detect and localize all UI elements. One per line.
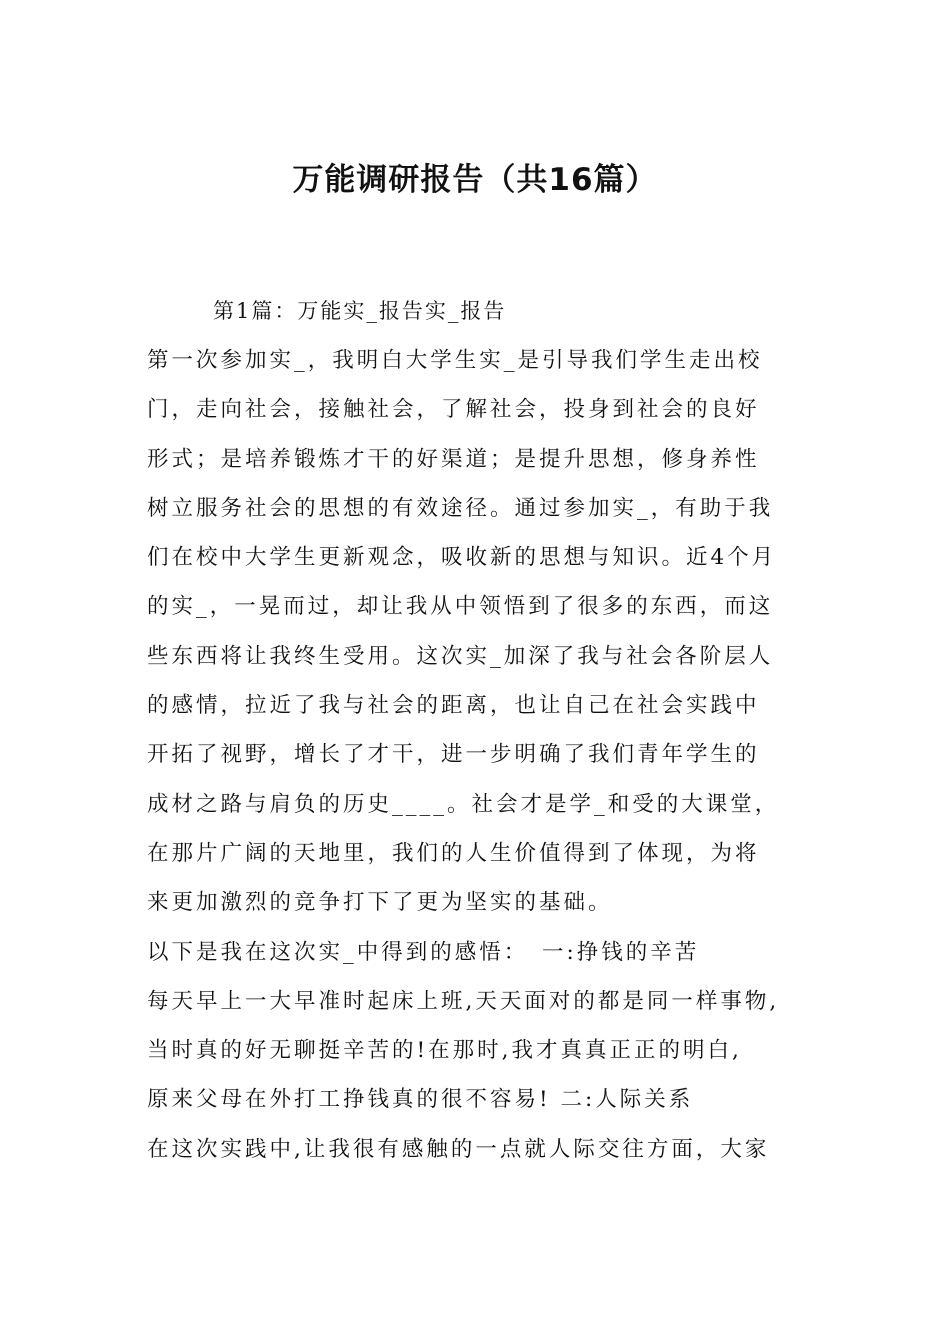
document-title: 万能调研报告（共16篇） (292, 162, 658, 198)
section-heading: 第1篇：万能实_报告实_报告 (213, 299, 507, 323)
text-line: 成材之路与肩负的历史____。社会才是学_和受的大课堂， (147, 791, 780, 817)
text-line: 门，走向社会，接触社会，了解社会，投身到社会的良好 (147, 397, 760, 423)
text-line: 在那片广阔的天地里，我们的人生价值得到了体现，为将 (147, 840, 760, 866)
text-line: 的感情，拉近了我与社会的距离，也让自己在社会实践中 (147, 693, 760, 719)
text-line: 树立服务社会的思想的有效途径。通过参加实_，有助于我 (147, 495, 774, 521)
body-text (147, 343, 811, 1181)
text-line: 原来父母在外打工挣钱真的很不容易! 二:人际关系 (147, 1087, 694, 1113)
text-line: 以下是我在这次实_中得到的感悟： 一:挣钱的辛苦 (147, 939, 700, 965)
text-line: 在这次实践中,让我很有感触的一点就人际交往方面，大家 (147, 1136, 770, 1162)
text-line: 们在校中大学生更新观念，吸收新的思想与知识。近4个月 (147, 545, 777, 571)
text-line: 开拓了视野，增长了才干，进一步明确了我们青年学生的 (147, 742, 760, 768)
text-line: 当时真的好无聊挺辛苦的!在那时,我才真真正正的明白, (147, 1038, 742, 1064)
text-line: 每天早上一大早准时起床上班,天天面对的都是同一样事物, (147, 988, 780, 1014)
text-line: 的实_，一晃而过，却让我从中领悟到了很多的东西，而这 (147, 594, 774, 620)
text-line: 形式；是培养锻炼才干的好渠道；是提升思想，修身养性 (147, 446, 760, 472)
text-line: 第一次参加实_，我明白大学生实_是引导我们学生走出校 (147, 348, 763, 373)
text-line: 些东西将让我终生受用。这次实_加深了我与社会各阶层人 (147, 643, 774, 669)
text-line: 来更加激烈的竞争打下了更为坚实的基础。 (147, 890, 613, 916)
